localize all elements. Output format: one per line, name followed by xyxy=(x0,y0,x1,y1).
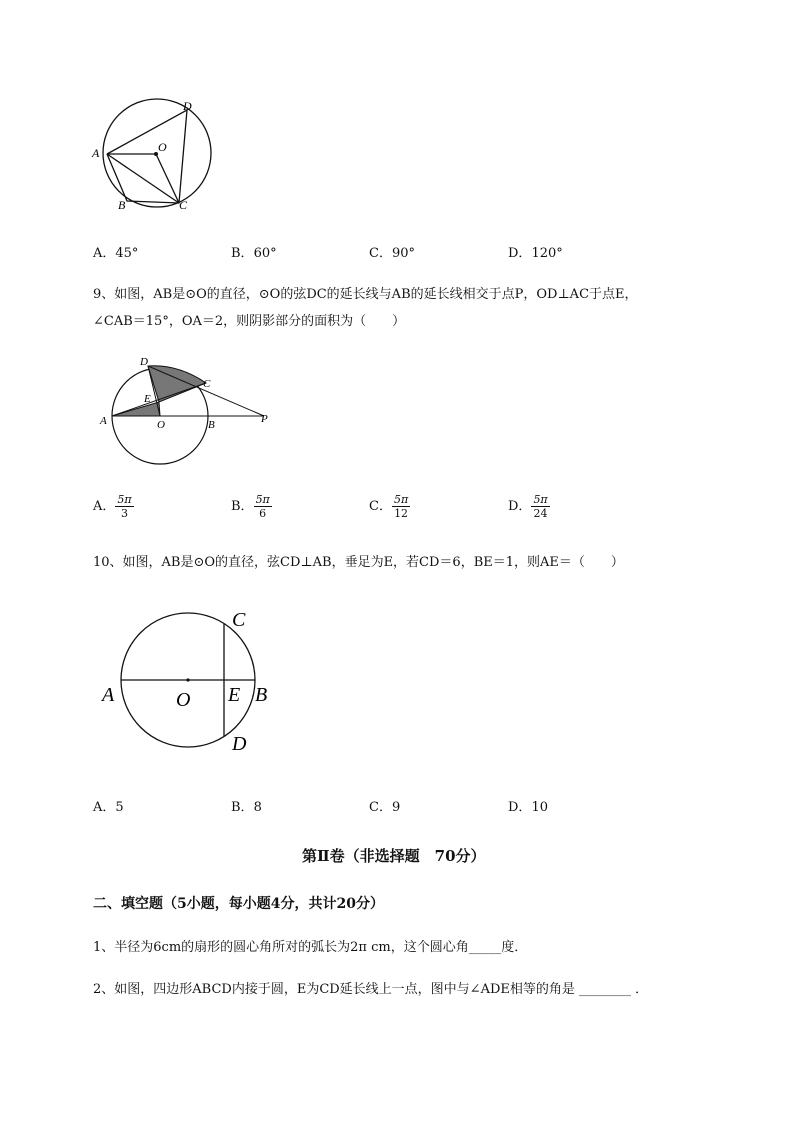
label-b: B xyxy=(255,684,268,706)
q10-option-b[interactable]: B．8 xyxy=(231,800,262,815)
q8-option-b[interactable]: B．60° xyxy=(231,246,277,261)
q10-option-c[interactable]: C．9 xyxy=(369,800,401,815)
label-e: E xyxy=(144,393,151,405)
q10-text: 10、如图，AB是⊙O的直径，弦CD⊥AB，垂足为E，若CD＝6，BE＝1，则AE＝（ ） xyxy=(93,555,624,570)
label-c: C xyxy=(232,609,246,631)
label-o: O xyxy=(158,140,167,154)
quadrilateral xyxy=(107,110,187,203)
label-b: B xyxy=(118,198,126,212)
label-o: O xyxy=(176,689,191,711)
q8-option-c[interactable]: C．90° xyxy=(369,246,415,261)
section2-title: 二、填空题（5小题，每小题4分，共计20分） xyxy=(93,896,384,912)
label-a: A xyxy=(92,146,100,160)
q10-option-d[interactable]: D．10 xyxy=(508,800,548,815)
figure-q10 xyxy=(98,606,278,756)
q9-text-line2: ∠CAB＝15°，OA＝2，则阴影部分的面积为（ ） xyxy=(93,314,406,329)
q9-text-line1: 9、如图，AB是⊙O的直径，⊙O的弦DC的延长线与AB的延长线相交于点P，OD⊥AC于点E， xyxy=(93,287,638,302)
center-point xyxy=(186,678,189,681)
part2-title: 第Ⅱ卷（非选择题 70分） xyxy=(302,847,486,865)
fill-question-1: 1、半径为6cm的扇形的圆心角所对的弧长为2π cm，这个圆心角_____度． xyxy=(93,940,528,955)
label-c: C xyxy=(179,198,188,212)
label-p: P xyxy=(261,413,268,425)
q9-option-b[interactable]: B． $\frac{5\pi}{6}$ xyxy=(231,493,270,520)
q9-option-d[interactable]: D． $\frac{5\pi}{24}$ xyxy=(508,493,548,520)
label-e: E xyxy=(228,684,241,706)
label-a: A xyxy=(100,415,107,427)
q9-option-c[interactable]: C． $\frac{5\pi}{12}$ xyxy=(369,493,409,520)
label-d: D xyxy=(232,733,247,755)
figure-q9 xyxy=(98,350,288,470)
q10-option-a[interactable]: A．5 xyxy=(93,800,124,815)
q9-option-a[interactable]: A． $\frac{5\pi}{3}$ xyxy=(93,493,132,520)
label-c: C xyxy=(203,378,211,390)
q8-option-a[interactable]: A．45° xyxy=(93,246,139,261)
figure-q8 xyxy=(88,96,228,216)
label-d: D xyxy=(140,356,148,368)
shaded-region-upper xyxy=(148,366,206,402)
label-b: B xyxy=(208,419,215,431)
label-a: A xyxy=(102,684,115,706)
label-o: O xyxy=(157,419,165,431)
q8-option-d[interactable]: D．120° xyxy=(508,246,563,261)
label-d: D xyxy=(183,99,192,113)
fill-question-2: 2、如图，四边形ABCD内接于圆，E为CD延长线上一点，图中与∠ADE相等的角是 ________ ． xyxy=(93,982,649,997)
